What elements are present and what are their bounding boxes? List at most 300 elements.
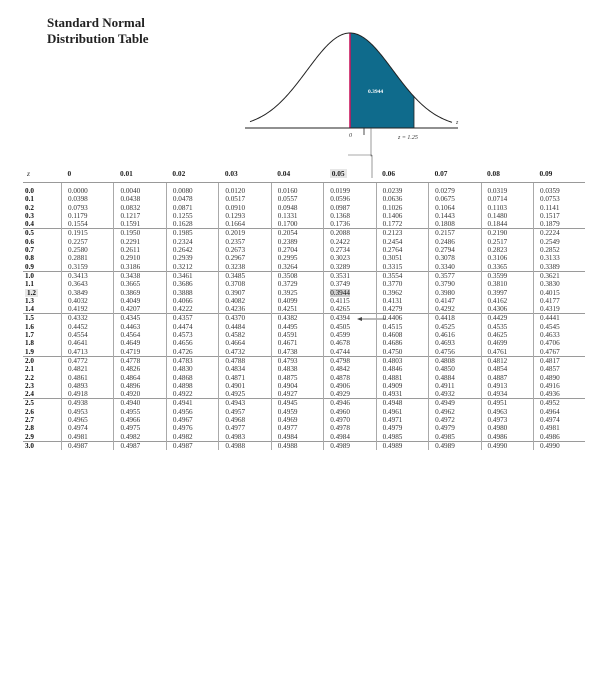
cell-value: 0.4987 — [120, 441, 141, 450]
table-cell — [271, 382, 323, 390]
cell-value: 0.1064 — [435, 203, 455, 212]
cell-value: 0.4913 — [487, 381, 508, 390]
cell-value: 0.1331 — [277, 211, 298, 220]
table-cell — [376, 356, 428, 365]
table-row — [23, 204, 585, 212]
table-cell — [114, 195, 166, 203]
table-cell — [376, 416, 428, 424]
cell-value: 0.4564 — [120, 331, 141, 340]
table-cell — [166, 408, 218, 416]
cell-value: 0.4868 — [172, 373, 193, 382]
row-z-label: 2.3 — [25, 381, 34, 390]
table-cell — [219, 399, 271, 408]
table-cell — [324, 263, 376, 272]
cell-value: 0.1293 — [225, 211, 246, 220]
row-z-value — [23, 323, 62, 331]
cell-value: 0.4793 — [277, 356, 298, 365]
table-cell — [114, 183, 166, 196]
table-cell — [219, 271, 271, 280]
table-cell — [324, 212, 376, 220]
table-cell — [114, 365, 166, 373]
table-cell — [219, 339, 271, 347]
cell-value: 0.4941 — [172, 399, 193, 408]
cell-value: 0.1026 — [382, 203, 403, 212]
table-cell — [481, 305, 533, 314]
row-z-value — [23, 263, 62, 272]
row-z-label: 0.1 — [25, 195, 34, 204]
table-cell — [429, 390, 481, 399]
table-cell — [62, 390, 114, 399]
cell-value: 0.4960 — [330, 407, 350, 416]
table-cell — [114, 271, 166, 280]
column-header-label: 0.06 — [382, 168, 396, 178]
column-header — [533, 166, 585, 183]
table-cell — [533, 433, 585, 442]
table-cell — [533, 305, 585, 314]
cell-value: 0.4971 — [382, 416, 403, 425]
cell-value: 0.4974 — [539, 416, 560, 425]
table-cell — [219, 382, 271, 390]
row-z-value — [23, 339, 62, 347]
row-z-label: 2.7 — [25, 416, 34, 425]
table-cell — [219, 408, 271, 416]
cell-value: 0.3485 — [225, 271, 246, 280]
cell-value: 0.4931 — [382, 390, 403, 399]
table-row — [23, 289, 585, 297]
table-cell — [376, 212, 428, 220]
table-cell — [429, 356, 481, 365]
column-header — [62, 166, 114, 183]
table-cell — [219, 390, 271, 399]
cell-value: 0.2517 — [487, 237, 508, 246]
cell-value: 0.2389 — [277, 237, 298, 246]
shaded-area — [350, 33, 414, 128]
cell-value: 0.4842 — [330, 365, 350, 374]
cell-value: 0.4418 — [435, 314, 455, 323]
cell-value: 0.1879 — [539, 220, 560, 229]
cell-value: 0.2673 — [225, 246, 246, 255]
table-cell — [324, 254, 376, 262]
cell-value: 0.1217 — [120, 211, 141, 220]
table-cell — [324, 229, 376, 238]
table-cell — [481, 263, 533, 272]
row-z-value — [23, 212, 62, 220]
z-table-body — [23, 183, 585, 451]
cell-value: 0.4985 — [435, 432, 455, 441]
column-header-label: 0.05 — [331, 168, 345, 178]
cell-value: 0.4984 — [277, 432, 298, 441]
table-cell — [481, 204, 533, 212]
cell-value: 0.4131 — [382, 296, 403, 305]
cell-value: 0.3212 — [172, 262, 193, 271]
cell-value: 0.3888 — [172, 288, 193, 297]
table-cell — [62, 441, 114, 450]
table-cell — [376, 408, 428, 416]
cell-value: 0.3186 — [120, 262, 141, 271]
table-cell — [114, 356, 166, 365]
cell-value: 0.4861 — [68, 373, 88, 382]
table-cell — [481, 238, 533, 246]
table-row — [23, 365, 585, 373]
table-cell — [271, 339, 323, 347]
table-cell — [114, 408, 166, 416]
cell-value: 0.4946 — [330, 399, 350, 408]
cell-value: 0.3599 — [487, 271, 508, 280]
table-row — [23, 314, 585, 323]
row-z-value — [23, 390, 62, 399]
column-header — [271, 166, 323, 183]
cell-value: 0.3749 — [330, 280, 350, 289]
cell-value: 0.2019 — [225, 229, 246, 238]
table-cell — [324, 339, 376, 347]
cell-value: 0.1664 — [225, 220, 246, 229]
table-cell — [271, 348, 323, 357]
cell-value: 0.1736 — [330, 220, 350, 229]
cell-value: 0.4916 — [539, 381, 560, 390]
row-z-value — [23, 433, 62, 442]
cell-value: 0.4979 — [435, 424, 455, 433]
cell-value: 0.4686 — [382, 339, 403, 348]
table-cell — [324, 305, 376, 314]
table-cell — [62, 382, 114, 390]
cell-value: 0.4920 — [120, 390, 141, 399]
cell-value: 0.4515 — [382, 322, 403, 331]
cell-value: 0.4761 — [487, 347, 508, 356]
cell-value: 0.4812 — [487, 356, 508, 365]
cell-value: 0.1443 — [435, 211, 455, 220]
cell-value: 0.0793 — [68, 203, 88, 212]
cell-value: 0.3665 — [120, 280, 141, 289]
table-cell — [219, 212, 271, 220]
table-cell — [376, 280, 428, 288]
table-cell — [481, 399, 533, 408]
cell-value: 0.3461 — [172, 271, 193, 280]
cell-value: 0.4625 — [487, 331, 508, 340]
table-cell — [324, 356, 376, 365]
cell-value: 0.0987 — [330, 203, 350, 212]
cell-value: 0.4979 — [382, 424, 403, 433]
table-cell — [533, 246, 585, 254]
cell-value: 0.3554 — [382, 271, 403, 280]
cell-value: 0.4306 — [487, 305, 508, 314]
cell-value: 0.2881 — [68, 254, 88, 263]
table-cell — [429, 238, 481, 246]
cell-value: 0.4981 — [68, 432, 88, 441]
column-header — [219, 166, 271, 183]
row-z-value — [23, 183, 62, 196]
table-cell — [376, 323, 428, 331]
row-z-value — [23, 314, 62, 323]
table-cell — [376, 305, 428, 314]
table-cell — [62, 374, 114, 382]
table-cell — [62, 229, 114, 238]
table-cell — [429, 348, 481, 357]
cell-value: 0.4699 — [487, 339, 508, 348]
cell-value: 0.2291 — [120, 237, 141, 246]
table-cell — [166, 246, 218, 254]
table-cell — [481, 374, 533, 382]
cell-value: 0.1772 — [382, 220, 403, 229]
table-cell — [481, 220, 533, 229]
table-cell — [324, 280, 376, 288]
cell-value: 0.3264 — [277, 262, 298, 271]
table-cell — [271, 246, 323, 254]
table-cell — [429, 433, 481, 442]
cell-value: 0.4756 — [435, 347, 455, 356]
cell-value: 0.3621 — [539, 271, 560, 280]
table-cell — [429, 254, 481, 262]
cell-value: 0.4966 — [120, 416, 141, 425]
cell-value: 0.2357 — [225, 237, 246, 246]
table-cell — [376, 365, 428, 373]
cell-value: 0.0753 — [539, 195, 560, 204]
table-cell — [62, 314, 114, 323]
column-header-label: 0.01 — [119, 168, 133, 178]
cell-value: 0.4938 — [68, 399, 88, 408]
table-cell — [166, 382, 218, 390]
cell-value: 0.4582 — [225, 331, 246, 340]
cell-value: 0.4957 — [225, 407, 246, 416]
cell-value: 0.0359 — [539, 187, 560, 195]
row-z-value — [23, 254, 62, 262]
table-cell — [271, 365, 323, 373]
row-z-label: 3.0 — [25, 441, 34, 450]
table-cell — [533, 220, 585, 229]
cell-value: 0.2939 — [172, 254, 193, 263]
table-cell — [376, 254, 428, 262]
table-cell — [533, 280, 585, 288]
cell-value: 0.3577 — [435, 271, 455, 280]
cell-value: 0.4192 — [68, 305, 88, 314]
cell-value: 0.4989 — [435, 441, 455, 450]
cell-value: 0.1141 — [539, 203, 560, 212]
cell-value: 0.0910 — [225, 203, 246, 212]
row-z-value — [23, 365, 62, 373]
cell-value: 0.4726 — [172, 347, 193, 356]
table-cell — [481, 416, 533, 424]
column-header — [324, 166, 376, 183]
table-cell — [166, 305, 218, 314]
cell-value: 0.1808 — [435, 220, 455, 229]
table-cell — [271, 289, 323, 297]
table-cell — [533, 289, 585, 297]
table-row — [23, 374, 585, 382]
column-header-label: 0 — [67, 168, 72, 178]
table-cell — [481, 212, 533, 220]
cell-value: 0.4850 — [435, 365, 455, 374]
cell-value: 0.4878 — [330, 373, 350, 382]
table-cell — [376, 271, 428, 280]
table-cell — [114, 212, 166, 220]
row-z-value — [23, 331, 62, 339]
table-cell — [324, 220, 376, 229]
column-header-label: 0.08 — [487, 168, 500, 178]
row-z-value — [23, 441, 62, 450]
table-cell — [324, 416, 376, 424]
table-cell — [166, 390, 218, 399]
cell-value: 0.2422 — [330, 237, 350, 246]
table-cell — [429, 416, 481, 424]
cell-value: 0.2454 — [382, 237, 403, 246]
table-cell — [429, 297, 481, 305]
table-cell — [166, 289, 218, 297]
cell-value: 0.4990 — [487, 441, 508, 450]
table-cell — [62, 254, 114, 262]
cell-value: 0.4821 — [68, 365, 88, 374]
cell-value: 0.2486 — [435, 237, 455, 246]
table-cell — [219, 183, 271, 196]
cell-value: 0.4963 — [487, 407, 508, 416]
cell-value: 0.4980 — [487, 424, 508, 433]
table-cell — [429, 323, 481, 331]
table-cell — [62, 289, 114, 297]
table-row — [23, 356, 585, 365]
table-cell — [219, 305, 271, 314]
row-z-label: 1.5 — [25, 314, 34, 323]
table-cell — [219, 356, 271, 365]
cell-value: 0.0040 — [120, 187, 141, 195]
cell-value: 0.2823 — [487, 246, 508, 255]
cell-value: 0.4953 — [68, 407, 88, 416]
column-header-label: 0.02 — [172, 168, 186, 178]
cell-value: 0.1406 — [382, 211, 403, 220]
cell-value: 0.4641 — [68, 339, 88, 348]
table-cell — [533, 356, 585, 365]
cell-value: 0.4906 — [330, 381, 350, 390]
cell-value: 0.4082 — [225, 296, 246, 305]
cell-value: 0.2257 — [68, 237, 88, 246]
cell-value: 0.4936 — [539, 390, 560, 399]
cell-value: 0.4986 — [487, 432, 508, 441]
cell-value: 0.0948 — [277, 203, 298, 212]
table-cell — [533, 263, 585, 272]
cell-value: 0.4893 — [68, 381, 88, 390]
table-cell — [481, 314, 533, 323]
table-cell — [533, 348, 585, 357]
table-cell — [219, 246, 271, 254]
cell-value: 0.3389 — [539, 262, 560, 271]
table-cell — [429, 289, 481, 297]
table-cell — [219, 323, 271, 331]
table-cell — [114, 348, 166, 357]
cell-value: 0.2157 — [435, 229, 455, 238]
table-cell — [114, 441, 166, 450]
cell-value: 0.4922 — [172, 390, 193, 399]
table-row — [23, 254, 585, 262]
table-cell — [376, 183, 428, 196]
cell-value: 0.4970 — [330, 416, 350, 425]
column-header-label: 0.03 — [224, 168, 238, 178]
cell-value: 0.4032 — [68, 296, 88, 305]
cell-value: 0.0714 — [487, 195, 508, 204]
table-cell — [62, 339, 114, 347]
cell-value: 0.4798 — [330, 356, 350, 365]
cell-value: 0.0398 — [68, 195, 88, 204]
row-z-label: 0.2 — [25, 203, 34, 212]
cell-value: 0.4406 — [382, 314, 403, 323]
cell-value: 0.3686 — [172, 280, 193, 289]
cell-value: 0.4949 — [435, 399, 455, 408]
cell-value: 0.4608 — [382, 331, 403, 340]
table-cell — [219, 433, 271, 442]
cell-value: 0.4925 — [225, 390, 246, 399]
cell-value: 0.4535 — [487, 322, 508, 331]
table-cell — [376, 433, 428, 442]
corner-header: z — [23, 166, 62, 183]
table-row — [23, 424, 585, 432]
table-cell — [324, 238, 376, 246]
cell-value: 0.3023 — [330, 254, 350, 263]
table-cell — [219, 314, 271, 323]
cell-value: 0.4803 — [382, 356, 403, 365]
table-cell — [271, 441, 323, 450]
cell-value: 0.3643 — [68, 280, 88, 289]
table-row — [23, 246, 585, 254]
table-cell — [429, 331, 481, 339]
cell-value: 0.2324 — [172, 237, 193, 246]
cell-value: 0.4474 — [172, 322, 193, 331]
table-cell — [219, 229, 271, 238]
table-cell — [62, 195, 114, 203]
cell-value: 0.2549 — [539, 237, 560, 246]
table-cell — [481, 323, 533, 331]
table-cell — [376, 374, 428, 382]
cell-value: 0.4292 — [435, 305, 455, 314]
table-cell — [376, 220, 428, 229]
cell-value: 0.4911 — [435, 381, 455, 390]
cell-value: 0.4983 — [225, 432, 246, 441]
cell-value: 0.4932 — [435, 390, 455, 399]
row-z-value — [23, 348, 62, 357]
row-z-label: 2.8 — [25, 424, 34, 433]
table-row — [23, 408, 585, 416]
table-cell — [481, 229, 533, 238]
table-cell — [533, 424, 585, 432]
table-cell — [62, 433, 114, 442]
cell-value: 0.4986 — [539, 432, 560, 441]
row-z-value — [23, 271, 62, 280]
row-z-value — [23, 399, 62, 408]
table-cell — [271, 399, 323, 408]
table-cell — [376, 297, 428, 305]
cell-value: 0.4236 — [225, 305, 246, 314]
cell-value: 0.4147 — [435, 296, 455, 305]
z-value-label: z = 1.25 — [398, 135, 418, 141]
cell-value: 0.4896 — [120, 381, 141, 390]
cell-value: 0.4890 — [539, 373, 560, 382]
table-cell — [219, 416, 271, 424]
cell-value: 0.2852 — [539, 246, 560, 255]
cell-value: 0.0120 — [225, 187, 246, 195]
table-cell — [114, 297, 166, 305]
table-cell — [376, 229, 428, 238]
row-z-value — [23, 305, 62, 314]
table-cell — [533, 441, 585, 450]
table-cell — [166, 195, 218, 203]
table-cell — [481, 382, 533, 390]
cell-value: 0.3340 — [435, 262, 455, 271]
cell-value: 0.4834 — [225, 365, 246, 374]
cell-value: 0.4961 — [382, 407, 403, 416]
table-cell — [166, 183, 218, 196]
table-cell — [271, 305, 323, 314]
row-z-value — [23, 246, 62, 254]
cell-value: 0.1591 — [120, 220, 141, 229]
cell-value: 0.0557 — [277, 195, 298, 204]
cell-value: 0.4573 — [172, 331, 193, 340]
table-cell — [324, 183, 376, 196]
table-cell — [481, 271, 533, 280]
